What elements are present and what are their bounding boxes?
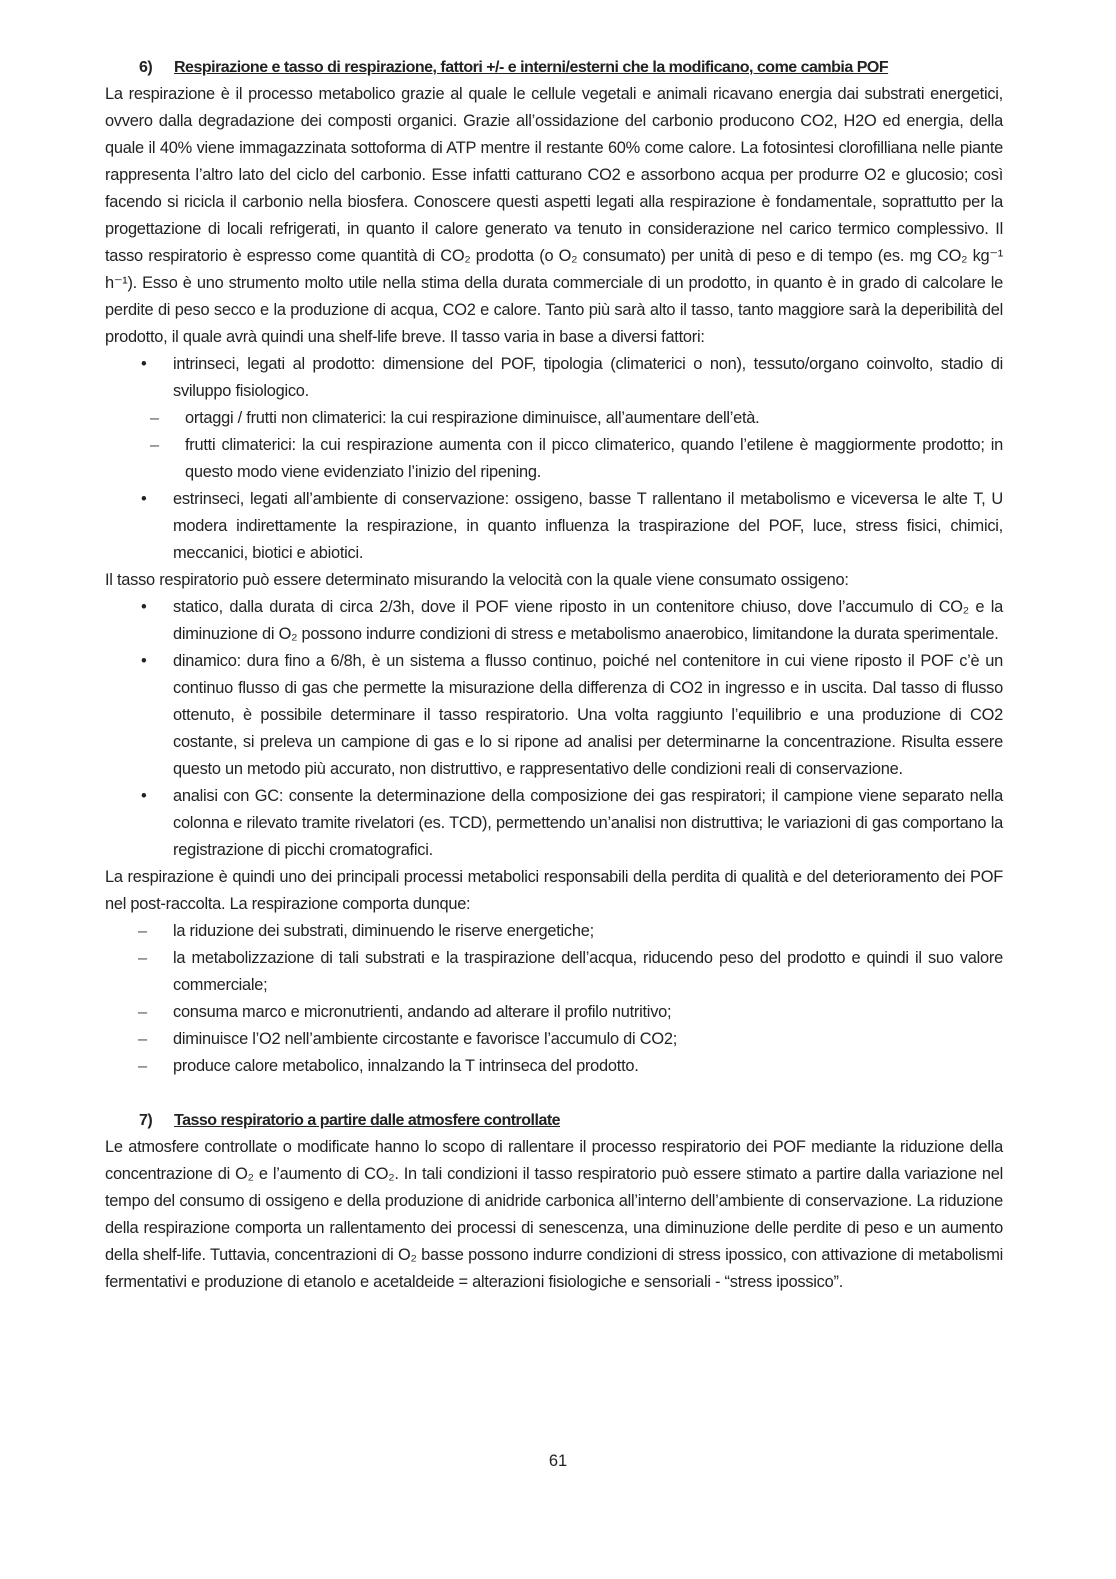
document-page (105, 54, 1003, 1296)
section-title: Respirazione e tasso di respirazione, fattori +/- e interni/esterni che la modificano, come cambia POF (174, 59, 889, 76)
sub-list-item: – ortaggi / frutti non climaterici: la cui respirazione diminuisce, all’aumentare dell’età. (105, 405, 1003, 432)
paragraph: Il tasso respiratorio può essere determinato misurando la velocità con la quale viene consumato ossigeno: (105, 571, 849, 589)
list-item: – produce calore metabolico, innalzando la T intrinseca del prodotto. (105, 1053, 1003, 1080)
list-item: • intrinseci, legati al prodotto: dimensione del POF, tipologia (climaterici o non), tessuto/organo coinvolto, stadio di sviluppo fisiologico. (105, 351, 1003, 405)
section-number: 7) (139, 1112, 153, 1129)
list-item: – consuma marco e micronutrienti, andando ad alterare il profilo nutritivo; (105, 999, 1003, 1026)
paragraph: Le atmosfere controllate o modificate hanno lo scopo di rallentare il processo respiratorio dei POF mediante la riduzione della concentrazione di O₂ e l’aumento di CO₂. In tali condizioni il tasso respiratorio può essere stimato a partire dalla variazione nel tempo del consumo di ossigeno e della produzione di anidride carbonica all’interno dell’ambiente di conservazione. La riduzione della respirazione comporta un rallentamento dei processi di senescenza, una diminuzione delle perdite di peso e un aumento della shelf-life. Tuttavia, concentrazioni di O₂ basse possono indurre condizioni di stress ipossico, con attivazione di metabolismi fermentativi e produzione di etanolo e acetaldeide = alterazioni fisiologiche e sensoriali - “stress ipossico”. (105, 1138, 1003, 1291)
method-list (105, 594, 1003, 864)
sub-list-item: – frutti climaterici: la cui respirazione aumenta con il picco climaterico, quando l’etilene è maggiormente prodotto; in questo modo viene evidenziato l’inizio del ripening. (105, 432, 1003, 486)
factor-list (105, 351, 1003, 567)
paragraph: La respirazione è il processo metabolico grazie al quale le cellule vegetali e animali ricavano energia dai substrati energetici, ovvero dalla degradazione dei composti organici. Grazie all’ossidazione del carbonio producono CO2, H2O ed energia, della quale il 40% viene immagazzinata sottoforma di ATP mentre il restante 60% come calore. La fotosintesi clorofilliana nelle piante rappresenta l’altro lato del ciclo del carbonio. Esse infatti catturano CO2 e assorbono acqua per produrre O2 e glucosio; così facendo si ricicla il carbonio nella biosfera. Conoscere questi aspetti legati alla respirazione è fondamentale, soprattutto per la progettazione di locali refrigerati, in quanto il calore generato va tenuto in considerazione nel carico termico complessivo. Il tasso respiratorio è espresso come quantità di CO₂ prodotta (o O₂ consumato) per unità di peso e di tempo (es. mg CO₂ kg⁻¹ h⁻¹). Esso è uno strumento molto utile nella stima della durata commerciale di un prodotto, in quanto è in grado di calcolare le perdite di peso secco e la produzione di acqua, CO2 e calore. Tanto più sarà alto il tasso, tanto maggiore sarà la deperibilità del prodotto, il quale avrà quindi una shelf-life breve. Il tasso varia in base a diversi fattori: (105, 85, 1003, 346)
section-7-heading (139, 1107, 1003, 1134)
consequence-list (105, 918, 1003, 1080)
list-item: • dinamico: dura fino a 6/8h, è un sistema a flusso continuo, poiché nel contenitore in cui viene riposto il POF c’è un continuo flusso di gas che permette la misurazione della differenza di CO2 in ingresso e in uscita. Dal tasso di flusso ottenuto, è possibile determinare il tasso respiratorio. Una volta raggiunto l’equilibrio e una produzione di CO2 costante, si preleva un campione di gas e lo si ripone ad analisi per determinarne la concentrazione. Risulta essere questo un metodo più accurato, non distruttivo, e rappresentativo delle condizioni reali di conservazione. (105, 648, 1003, 783)
page-number: 61 (548, 1452, 568, 1470)
section-title: Tasso respiratorio a partire dalle atmosfere controllate (174, 1112, 561, 1129)
list-item: • statico, dalla durata di circa 2/3h, dove il POF viene riposto in un contenitore chiuso, dove l’accumulo di CO₂ e la diminuzione di O₂ possono indurre condizioni di stress e metabolismo anaerobico, limitandone la durata sperimentale. (105, 594, 1003, 648)
section-6-heading (139, 54, 1003, 81)
section-number: 6) (139, 59, 153, 76)
list-item: – diminuisce l’O2 nell’ambiente circostante e favorisce l’accumulo di CO2; (105, 1026, 1003, 1053)
list-item: – la metabolizzazione di tali substrati e la traspirazione dell’acqua, riducendo peso del prodotto e quindi il suo valore commerciale; (105, 945, 1003, 999)
list-item: – la riduzione dei substrati, diminuendo le riserve energetiche; (105, 918, 1003, 945)
list-item: • analisi con GC: consente la determinazione della composizione dei gas respiratori; il campione viene separato nella colonna e rilevato tramite rivelatori (es. TCD), permettendo un’analisi non distruttiva; le variazioni di gas comportano la registrazione di picchi cromatografici. (105, 783, 1003, 864)
paragraph: La respirazione è quindi uno dei principali processi metabolici responsabili della perdita di qualità e del deterioramento dei POF nel post-raccolta. La respirazione comporta dunque: (105, 868, 1003, 913)
list-item: • estrinseci, legati all’ambiente di conservazione: ossigeno, basse T rallentano il metabolismo e viceversa le alte T, U modera indirettamente la respirazione, in quanto influenza la traspirazione del POF, luce, stress fisici, chimici, meccanici, biotici e abiotici. (105, 486, 1003, 567)
